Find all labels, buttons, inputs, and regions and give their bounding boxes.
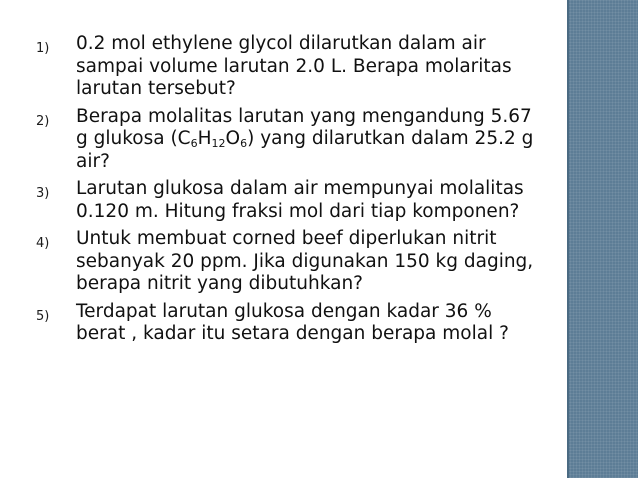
question-text: Terdapat larutan glukosa dengan kadar 36 % berat , kadar itu setara dengan berapa molal ? (76, 300, 509, 344)
question-item-4 (36, 228, 536, 296)
question-list (36, 33, 536, 351)
question-text: Larutan glukosa dalam air mempunyai molalitas 0.120 m. Hitung fraksi mol dari tiap komponen? (76, 178, 524, 222)
formula-hydrogen: H (197, 128, 212, 149)
question-text-after-formula: ) yang dilarutkan dalam 25.2 g air? (76, 128, 534, 172)
formula-subscript-carbon: 6 (190, 137, 198, 150)
question-text-before-formula: Berapa molalitas larutan yang mengandung 5.67 g glukosa (C (76, 105, 532, 149)
formula-oxygen: O (225, 128, 241, 149)
question-item-2 (36, 106, 536, 174)
question-text: Untuk membuat corned beef diperlukan nitrit sebanyak 20 ppm. Jika digunakan 150 kg daging, berapa nitrit yang dibutuhkan? (76, 228, 534, 294)
question-item-1 (36, 33, 536, 101)
formula-subscript-hydrogen: 12 (211, 137, 226, 150)
question-item-3 (36, 178, 536, 223)
question-number: 5) (36, 308, 50, 324)
question-text: 0.2 mol ethylene glycol dilarutkan dalam air sampai volume larutan 2.0 L. Berapa molaritas larutan tersebut? (76, 33, 512, 99)
formula-subscript-oxygen: 6 (240, 137, 248, 150)
question-number: 2) (36, 113, 50, 129)
question-number: 3) (36, 186, 50, 201)
question-number: 1) (36, 41, 50, 56)
question-number: 4) (36, 236, 50, 251)
question-item-5 (36, 301, 536, 346)
decorative-side-band (567, 0, 638, 478)
question-text (76, 106, 536, 174)
side-band-edge (567, 0, 569, 478)
